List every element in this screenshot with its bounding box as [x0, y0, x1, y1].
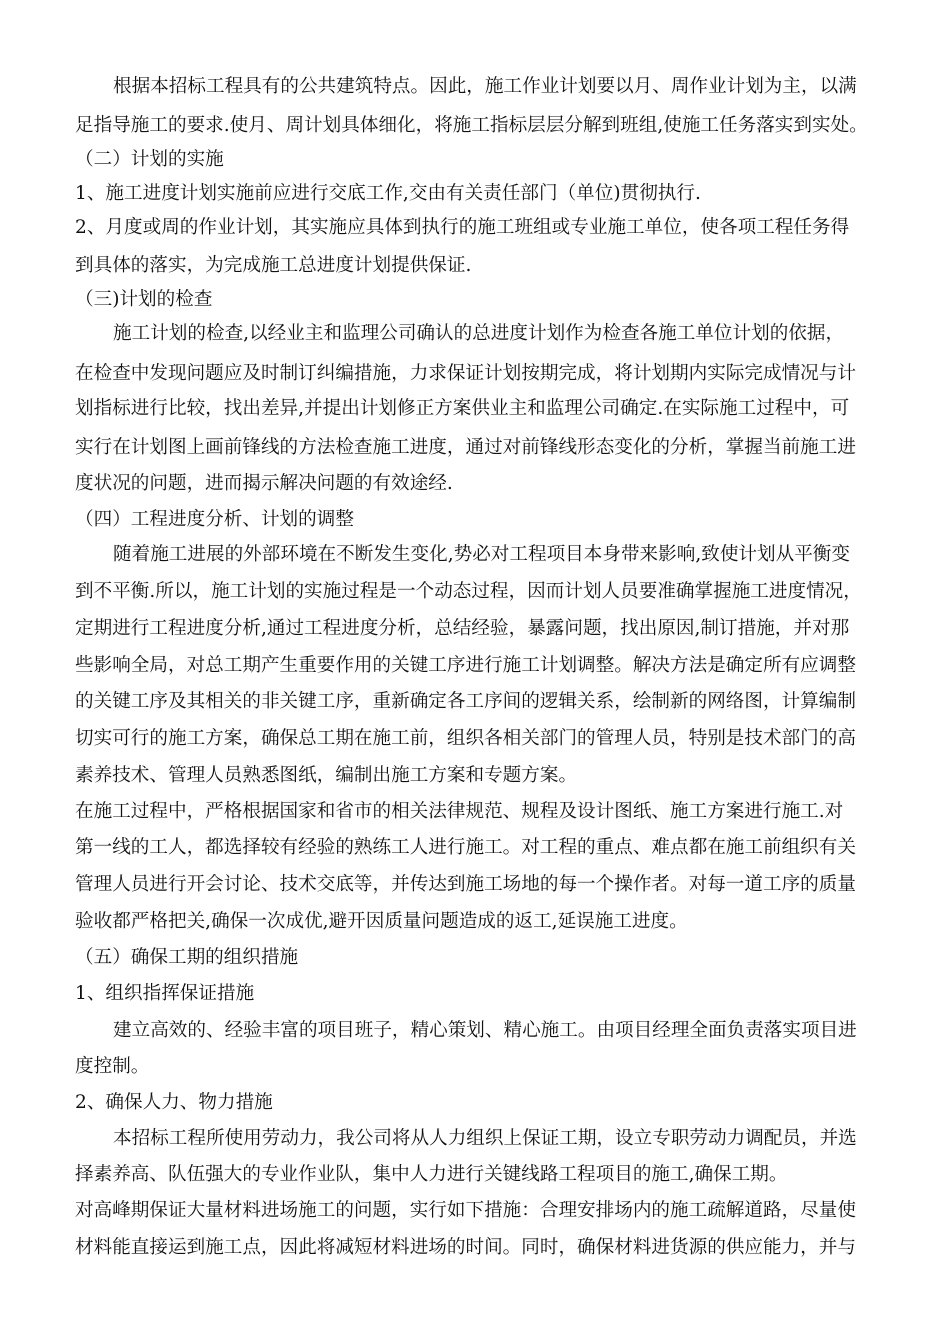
paragraph-line: 随着施工进展的外部环境在不断发生变化,势必对工程项目本身带来影响,致使计划从平衡变	[113, 544, 850, 565]
paragraph-line: 实行在计划图上画前锋线的方法检查施工进度，通过对前锋线形态变化的分析，掌握当前施工进	[75, 437, 856, 458]
paragraph-line: 到具体的落实，为完成施工总进度计划提供保证.	[75, 255, 472, 276]
section-heading: （二）计划的实施	[75, 149, 224, 170]
paragraph-line: 根据本招标工程具有的公共建筑特点。因此，施工作业计划要以月、周作业计划为主，以满	[113, 76, 857, 97]
paragraph-line: 度控制。	[75, 1056, 150, 1077]
section-heading: （四）工程进度分析、计划的调整	[75, 509, 354, 530]
paragraph-line: 择素养高、队伍强大的专业作业队，集中人力进行关键线路工程项目的施工,确保工期。	[75, 1164, 788, 1185]
paragraph-line: 验收都严格把关,确保一次成优,避开因质量问题造成的返工,延误施工进度。	[75, 911, 688, 932]
paragraph-line: 本招标工程所使用劳动力，我公司将从人力组织上保证工期，设立专职劳动力调配员，并选	[113, 1128, 857, 1149]
paragraph-line: 划指标进行比较，找出差异,并提出计划修正方案供业主和监理公司确定.在实际施工过程中，可	[75, 398, 850, 419]
paragraph-line: 在检查中发现问题应及时制订纠编措施，力求保证计划按期完成，将计划期内实际完成情况与计	[75, 363, 856, 384]
subsection-heading: 2、确保人力、物力措施	[75, 1092, 273, 1113]
paragraph-line: 切实可行的施工方案，确保总工期在施工前，组织各相关部门的管理人员，特别是技术部门的高	[75, 728, 856, 749]
paragraph-line: 对高峰期保证大量材料进场施工的问题，实行如下措施：合理安排场内的施工疏解道路，尽量使	[75, 1200, 856, 1221]
paragraph-line: 足指导施工的要求.使月、周计划具体细化，将施工指标层层分解到班组,使施工任务落实到实处。	[75, 115, 868, 136]
paragraph-line: 的关键工序及其相关的非关键工序，重新确定各工序间的逻辑关系，绘制新的网络图，计算编制	[75, 691, 856, 712]
paragraph-line: 在施工过程中，严格根据国家和省市的相关法律规范、规程及设计图纸、施工方案进行施工.对	[75, 801, 844, 822]
paragraph-line: 材料能直接运到施工点，因此将减短材料进场的时间。同时，确保材料进货源的供应能力，并与	[75, 1237, 856, 1258]
list-item: 2、月度或周的作业计划，其实施应具体到执行的施工班组或专业施工单位，使各项工程任务得	[75, 217, 850, 238]
paragraph-line: 建立高效的、经验丰富的项目班子，精心策划、精心施工。由项目经理全面负责落实项目进	[113, 1020, 857, 1041]
paragraph-line: 定期进行工程进度分析,通过工程进度分析，总结经验，暴露问题，找出原因,制订措施，并对那	[75, 618, 850, 639]
subsection-heading: 1、组织指挥保证措施	[75, 983, 255, 1004]
list-item: 1、施工进度计划实施前应进行交底工作,交由有关责任部门（单位)贯彻执行.	[75, 183, 701, 204]
paragraph-line: 到不平衡.所以，施工计划的实施过程是一个动态过程，因而计划人员要准确掌握施工进度情况，	[75, 581, 862, 602]
paragraph-line: 管理人员进行开会讨论、技术交底等，并传达到施工场地的每一个操作者。对每一道工序的质量	[75, 874, 856, 895]
paragraph-line: 第一线的工人，都选择较有经验的熟练工人进行施工。对工程的重点、难点都在施工前组织有关	[75, 837, 856, 858]
paragraph-line: 度状况的问题，进而揭示解决问题的有效途经.	[75, 473, 453, 494]
section-heading: （五）确保工期的组织措施	[75, 947, 299, 968]
paragraph-line: 些影响全局，对总工期产生重要作用的关键工序进行施工计划调整。解决方法是确定所有应调整	[75, 655, 856, 676]
paragraph-line: 素养技术、管理人员熟悉图纸，编制出施工方案和专题方案。	[75, 765, 578, 786]
paragraph-line: 施工计划的检查,以经业主和监理公司确认的总进度计划作为检查各施工单位计划的依据，	[113, 323, 845, 344]
section-heading: （三)计划的检查	[75, 289, 213, 310]
